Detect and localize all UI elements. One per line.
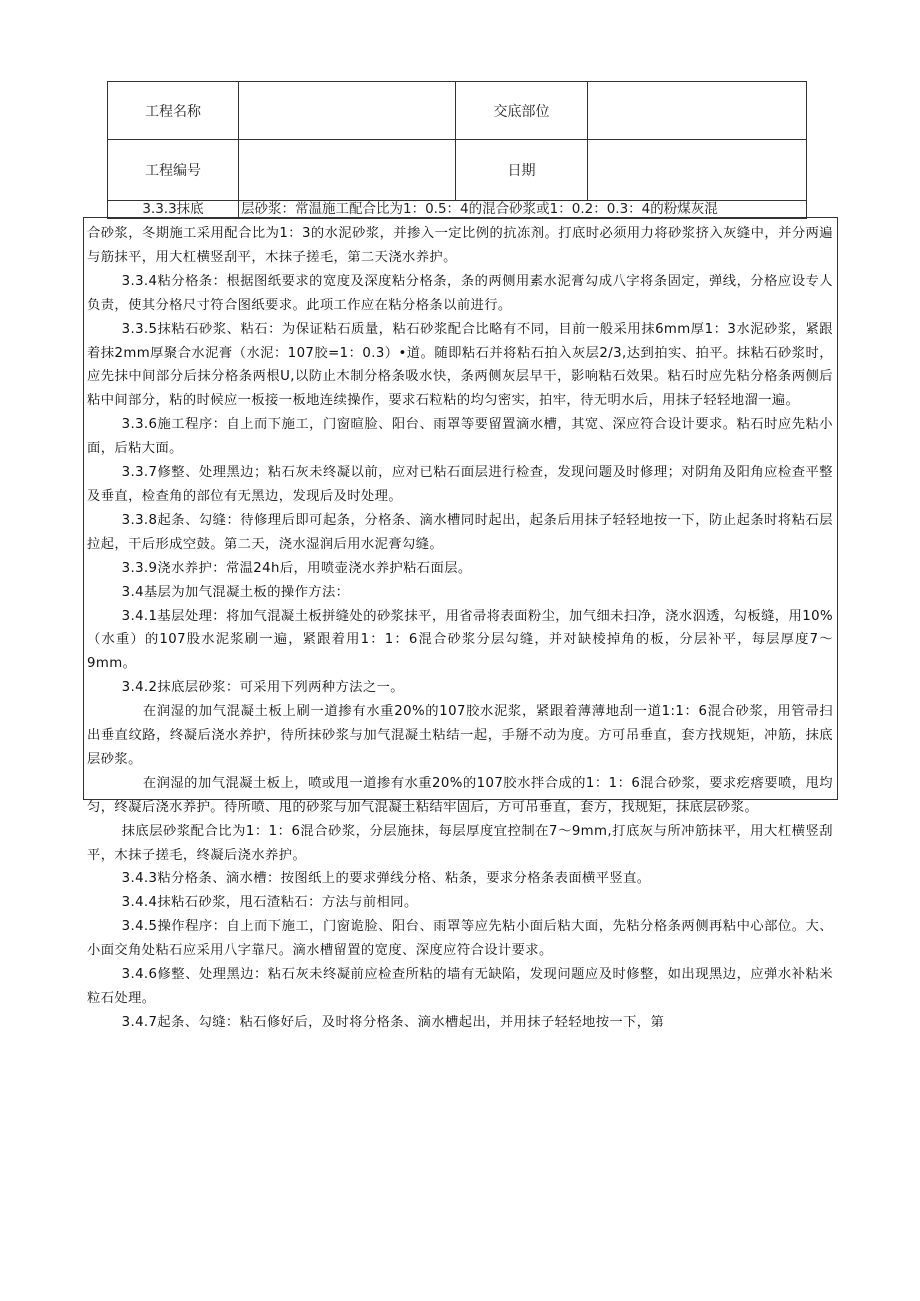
paragraph: 3.3.6施工程序：自上而下施工，门窗暄脸、阳台、雨罩等要留置滴水槽，其宽、深应符合设计要求。粘石时应先粘小面，后粘大面。 [87,417,833,457]
paragraph: 3.4.7起条、勾缝：粘石修好后，及时将分格条、滴水槽起出，并用抹子轻轻地按一下，第 [121,1014,665,1030]
paragraph: 3.4.4抹粘石砂浆，甩石渣粘石：方法与前相同。 [121,895,418,911]
content-box [83,217,838,1030]
paragraph: 3.3.7修整、处理黑边；粘石灰未终凝以前，应对已粘石面层进行检查，发现问题及时修理；对阴角及阳角应检查平整及垂直，检查角的部位有无黑边，发现后及时处理。 [87,465,833,504]
paragraph: 3.4.6修整、处理黑边：粘石灰未终凝前应检查所粘的墙有无缺陷，发现问题应及时修整，如出现黑边，应弹水补粘米粒石处理。 [87,967,833,1006]
paragraph: 在润湿的加气混凝土板上，喷或甩一道掺有水重20%的107胶水拌合成的1：1：6混合砂浆，要求疙瘩要喷，甩均匀，终凝后浇水养护。待所喷、甩的砂浆与加气混凝土粘结牢固后，方可吊垂直，套方，找规矩，抹底层砂浆。 [87,775,833,815]
paragraph: 3.3.8起条、勾缝：待修理后即可起条，分格条、滴水槽同时起出，起条后用抹子轻轻地按一下，防止起条时将粘石层拉起，干后形成空鼓。第二天，浇水湿润后用水泥膏勾缝。 [87,512,833,552]
paragraph: 合砂浆，冬期施工采用配合比为1：3的水泥砂浆，并掺入一定比例的抗冻剂。打底时必须用力将砂浆挤入灰缝中，并分两遍与筋抹平，用大杠横竖刮平，木抹子搓毛，第二天浇水养护。 [87,226,833,265]
project-number-label: 工程编号 [108,140,239,201]
paragraph: 3.3.4粘分格条：根据图纸要求的宽度及深度粘分格条，条的两侧用素水泥膏勾成八字将条固定，弹线，分格应设专人负责，使其分格尺寸符合图纸要求。此项工作应在粘分格条以前进行。 [87,273,833,313]
paragraph: 抹底层砂浆配合比为1：1：6混合砂浆，分层施抹，每层厚度宜控制在7～9mm,打底灰与所冲筋抹平，用大杠横竖刮平，木抹子搓毛，终凝后浇水养护。 [87,823,833,863]
handover-part-label: 交底部位 [456,82,588,140]
date-value [588,140,807,201]
continued-text-left: 3.3.3抹底 [108,201,239,219]
header-row-continued [108,201,807,219]
paragraph: 3.4.1基层处理：将加气混凝土板拼缝处的砂浆抹平，用省帚将表面粉尘，加气细未扫净，浇水泅透，勾板缝，用10%（水重）的107股水泥浆刷一遍，紧跟着用1：1：6混合砂浆分层勾缝，并对缺棱掉角的板，分层补平，每层厚度7～9mm。 [87,608,833,672]
paragraph: 在润湿的加气混凝土板上刷一道掺有水重20%的107胶水泥浆，紧跟着薄薄地刮一道1:1：6混合砂浆，用管帚扫出垂直纹路，终凝后浇水养护，待所抹砂浆与加气混凝土粘结一起，手掰不动为度。方可吊垂直，套方找规矩，冲筋，抹底层砂浆。 [87,704,833,767]
paragraph: 3.3.9浇水养护：常温24h后，用喷壶浇水养护粘石面层。 [121,560,472,576]
paragraph: 3.4基层为加气混凝土板的操作方法： [121,584,350,600]
paragraph: 3.4.2抹底层砂浆：可采用下列两种方法之一。 [121,680,404,696]
date-label: 日期 [456,140,588,201]
handover-part-value [588,82,807,140]
header-row-2 [108,140,807,201]
project-name-label: 工程名称 [108,82,239,140]
project-name-value [239,82,456,140]
header-table [107,81,807,219]
paragraph: 3.4.3粘分格条、滴水槽：按图纸上的要求弹线分格、粘条，要求分格条表面横平竖直。 [121,871,651,887]
paragraph: 3.3.5抹粘石砂浆、粘石：为保证粘石质量，粘石砂浆配合比略有不同，目前一般采用抹6mm厚1：3水泥砂浆，紧跟着抹2mm厚聚合水泥膏（水泥：107胶=1：0.3）•道。随即粘石并将粘石拍入灰层2/3,达到拍实、拍平。抹粘石砂浆时，应先抹中间部分后抹分格条两根U,以防止木制分格条吸水快，条两侧灰层早干，影响粘石效果。粘石时应先粘分格条两侧后粘中间部分，粘的时候应一板接一板地连续操作，要求石粒粘的均匀密实，拍牢，待无明水后，用抹子轻轻地溜一遍。 [87,321,833,409]
project-number-value [239,140,456,201]
header-row-1 [108,82,807,140]
paragraph: 3.4.5操作程序：自上而下施工，门窗诡脸、阳台、雨罩等应先粘小面后粘大面，先粘分格条两侧再粘中心部位。大、小面交角处粘石应采用八字靠尺。滴水槽留置的宽度、深度应符合设计要求。 [87,919,833,959]
continued-text-right: 层砂浆：常温施工配合比为1：0.5：4的混合砂浆或1：0.2：0.3：4的粉煤灰混 [239,201,807,219]
